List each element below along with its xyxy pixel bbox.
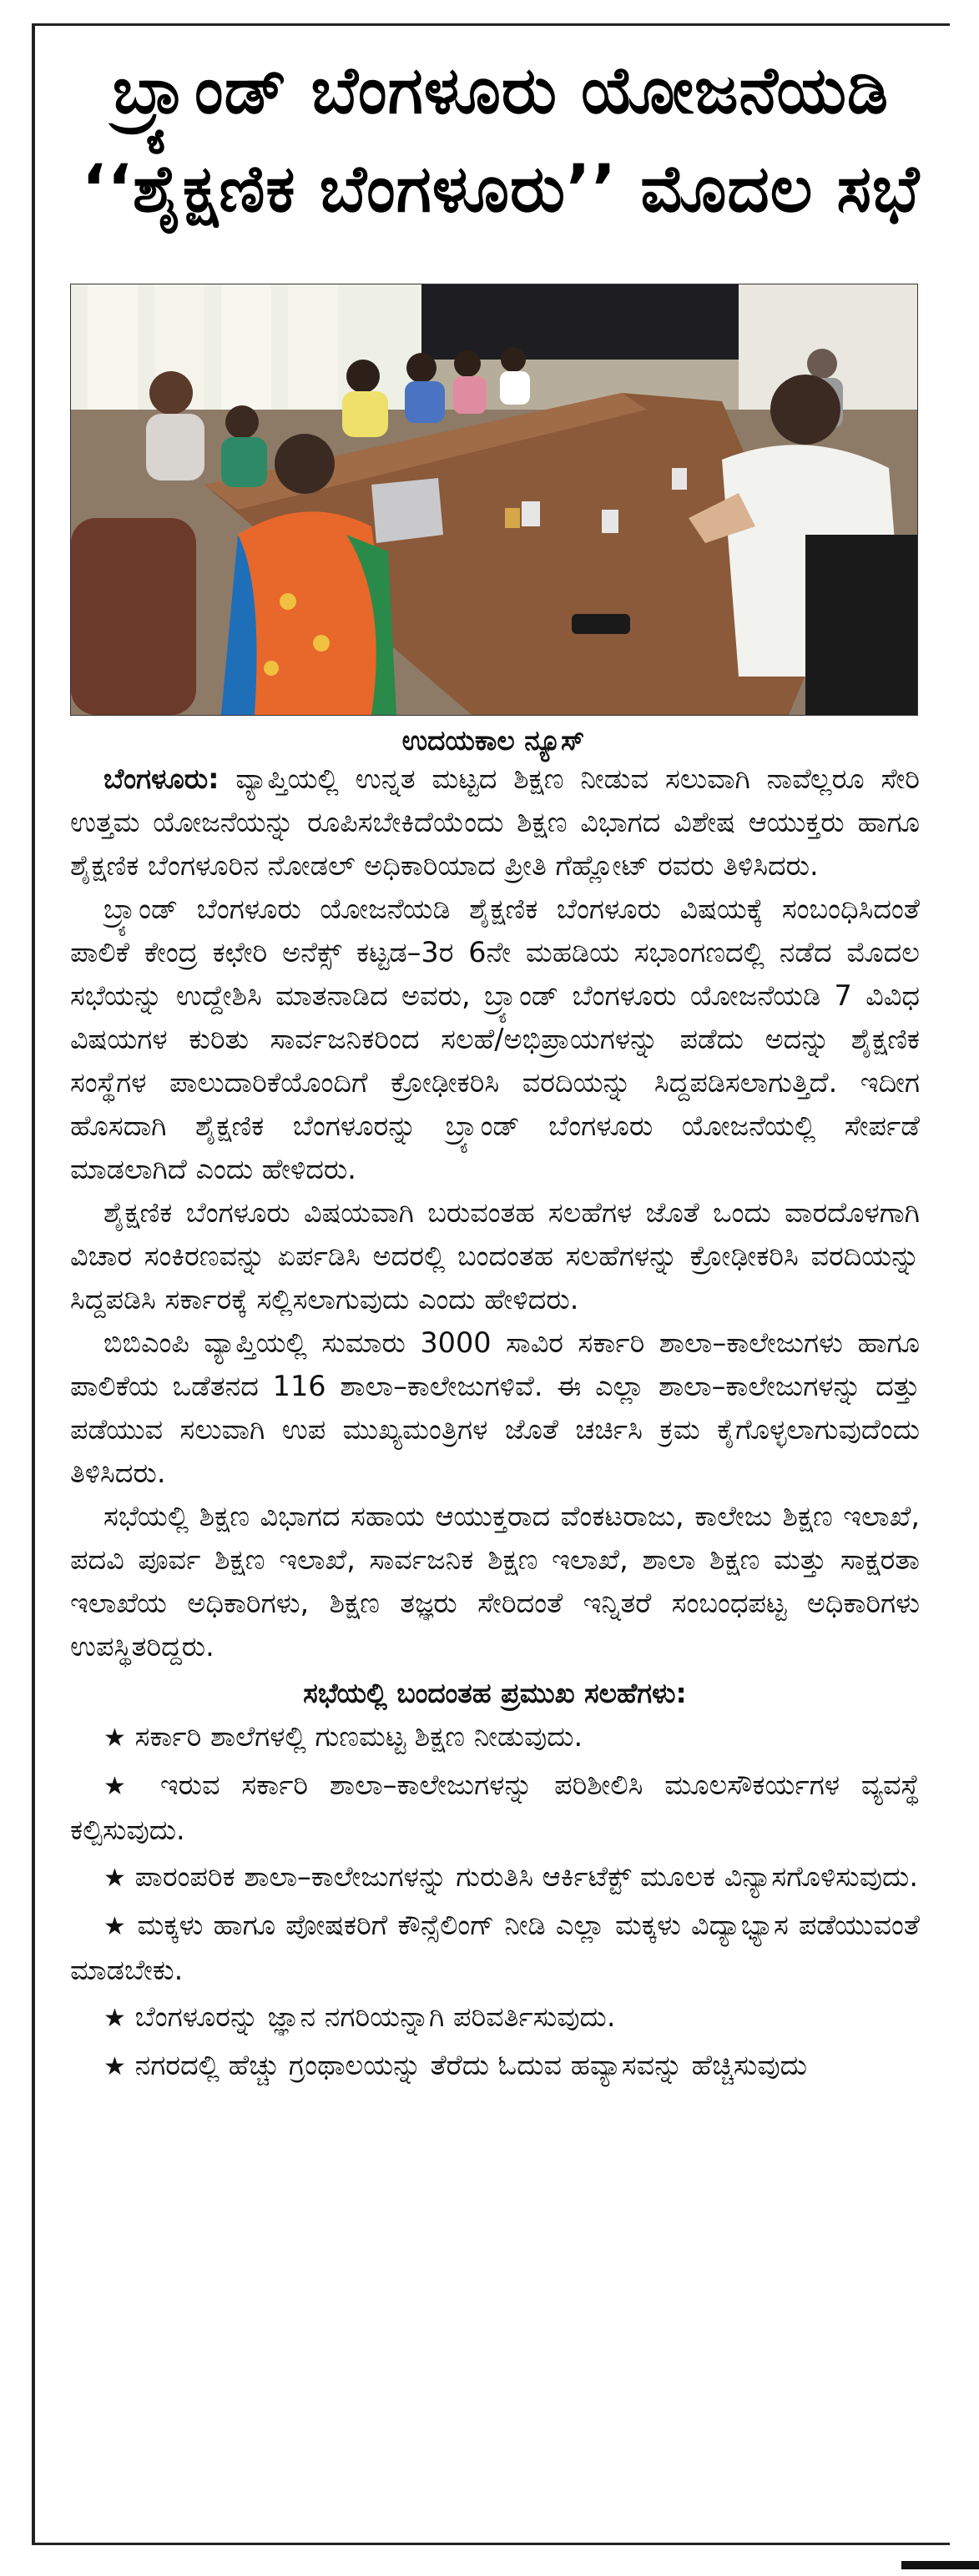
star-icon: ★ <box>103 1864 126 1893</box>
list-item: ★ ನಗರದಲ್ಲಿ ಹೆಚ್ಚು ಗ್ರಂಥಾಲಯನ್ನು ತೆರೆದು ಓದುವ ಹವ್ಯಾಸವನ್ನು ಹೆಚ್ಚಿಸುವುದು <box>103 2049 807 2081</box>
star-icon: ★ <box>103 2052 126 2081</box>
headline <box>50 42 951 239</box>
bottom-rule <box>32 2543 950 2545</box>
bottom-bar <box>901 2561 979 2569</box>
byline: ಉದಯಕಾಲ ನ್ಯೂಸ್ <box>401 724 585 757</box>
list-item: ★ ಬೆಂಗಳೂರನ್ನು ಜ್ಞಾನ ನಗರಿಯನ್ನಾಗಿ ಪರಿವರ್ತಿಸುವುದು. <box>103 2000 616 2033</box>
star-icon: ★ <box>103 2004 126 2033</box>
star-icon: ★ <box>103 1912 128 1941</box>
list-item: ★ ಮಕ್ಕಳು ಹಾಗೂ ಪೋಷಕರಿಗೆ ಕೌನ್ಸೆಲಿಂಗ್ ನೀಡಿ ಎಲ್ಲಾ ಮಕ್ಕಳು ವಿದ್ಯಾಭ್ಯಾಸ ಪಡೆಯುವಂತೆ ಮಾಡಬೇಕು. <box>70 1909 920 1986</box>
top-rule <box>32 23 950 26</box>
list-item: ★ ಇರುವ ಸರ್ಕಾರಿ ಶಾಲಾ–ಕಾಲೇಜುಗಳನ್ನು ಪರಿಶೀಲಿಸಿ ಮೂಲಸೌಕರ್ಯಗಳ ವ್ಯವಸ್ಥೆ ಕಲ್ಪಿಸುವುದು. <box>70 1768 920 1846</box>
meeting-photo <box>70 284 918 716</box>
star-icon: ★ <box>103 1772 139 1801</box>
suggestions-heading: ಸಭೆಯಲ್ಲಿ ಬಂದಂತಹ ಪ್ರಮುಖ ಸಲಹೆಗಳು: <box>303 1677 687 1709</box>
left-column-rule <box>32 25 35 2544</box>
headline-line-1: ಬ್ರ್ಯಾಂಡ್ ಬೆಂಗಳೂರು ಯೋಜನೆಯಡಿ <box>112 53 890 128</box>
paragraph-1 <box>70 757 920 888</box>
dateline: ಬೆಂಗಳೂರು: <box>103 762 220 795</box>
paragraph-1-text: ವ್ಯಾಪ್ತಿಯಲ್ಲಿ ಉನ್ನತ ಮಟ್ಟದ ಶಿಕ್ಷಣ ನೀಡುವ ಸಲುವಾಗಿ ನಾವೆಲ್ಲರೂ ಸೇರಿ ಉತ್ತಮ ಯೋಜನೆಯನ್ನು ರೂಪಿಸಬೇಕಿದೆಯೆಂದು ಶಿಕ್ಷಣ ವಿಭಾಗದ ವಿಶೇಷ ಆಯುಕ್ತರು ಹಾಗೂ ಶೈಕ್ಷಣಿಕ ಬೆಂಗಳೂರಿನ ನೋಡಲ್ ಅಧಿಕಾರಿಯಾದ ಪ್ರೀತಿ ಗೆಹ್ಲೋಟ್ ರವರು ತಿಳಿಸಿದರು. <box>70 762 920 882</box>
paragraph-2: ಬ್ರ್ಯಾಂಡ್ ಬೆಂಗಳೂರು ಯೋಜನೆಯಡಿ ಶೈಕ್ಷಣಿಕ ಬೆಂಗಳೂರು ವಿಷಯಕ್ಕೆ ಸಂಬಂಧಿಸಿದಂತೆ ಪಾಲಿಕೆ ಕೇಂದ್ರ ಕಛೇರಿ ಅನೆಕ್ಸ್ ಕಟ್ಟಡ–3ರ 6ನೇ ಮಹಡಿಯ ಸಭಾಂಗಣದಲ್ಲಿ ನಡೆದ ಮೊದಲ ಸಭೆಯನ್ನು ಉದ್ದೇಶಿಸಿ ಮಾತನಾಡಿದ ಅವರು, ಬ್ರ್ಯಾಂಡ್ ಬೆಂಗಳೂರು ಯೋಜನೆಯಡಿ 7 ವಿವಿಧ ವಿಷಯಗಳ ಕುರಿತು ಸಾರ್ವಜನಿಕರಿಂದ ಸಲಹೆ/ಅಭಿಪ್ರಾಯಗಳನ್ನು ಪಡೆದು ಅದನ್ನು ಶೈಕ್ಷಣಿಕ ಸಂಸ್ಥೆಗಳ ಪಾಲುದಾರಿಕೆಯೊಂದಿಗೆ ಕ್ರೋಢೀಕರಿಸಿ ವರದಿಯನ್ನು ಸಿದ್ದಪಡಿಸಲಾಗುತ್ತಿದೆ. ಇದೀಗ ಹೊಸದಾಗಿ ಶೈಕ್ಷಣಿಕ ಬೆಂಗಳೂರನ್ನು ಬ್ರ್ಯಾಂಡ್ ಬೆಂಗಳೂರು ಯೋಜನೆಯಲ್ಲಿ ಸೇರ್ಪಡೆ ಮಾಡಲಾಗಿದೆ ಎಂದು ಹೇಳಿದರು. <box>70 893 920 1185</box>
headline-line-2: ‘‘ಶೈಕ್ಷಣಿಕ ಬೆಂಗಳೂರು’’ ಮೊದಲ ಸಭೆ <box>81 152 921 227</box>
paragraph-4: ಬಿಬಿಎಂಪಿ ವ್ಯಾಪ್ತಿಯಲ್ಲಿ ಸುಮಾರು 3000 ಸಾವಿರ ಸರ್ಕಾರಿ ಶಾಲಾ–ಕಾಲೇಜುಗಳು ಹಾಗೂ ಪಾಲಿಕೆಯ ಒಡೆತನದ 116 ಶಾಲಾ–ಕಾಲೇಜುಗಳಿವೆ. ಈ ಎಲ್ಲಾ ಶಾಲಾ–ಕಾಲೇಜುಗಳನ್ನು ದತ್ತು ಪಡೆಯುವ ಸಲುವಾಗಿ ಉಪ ಮುಖ್ಯಮಂತ್ರಿಗಳ ಜೊತೆ ಚರ್ಚಿಸಿ ಕ್ರಮ ಕೈಗೊಳ್ಳಲಾಗುವುದೆಂದು ತಿಳಿಸಿದರು. <box>70 1326 920 1489</box>
list-item: ★ ಪಾರಂಪರಿಕ ಶಾಲಾ–ಕಾಲೇಜುಗಳನ್ನು ಗುರುತಿಸಿ ಆರ್ಕಿಟೆಕ್ಟ್ ಮೂಲಕ ವಿನ್ಯಾಸಗೊಳಿಸುವುದು. <box>103 1860 918 1893</box>
paragraph-5: ಸಭೆಯಲ್ಲಿ ಶಿಕ್ಷಣ ವಿಭಾಗದ ಸಹಾಯ ಆಯುಕ್ತರಾದ ವೆಂಕಟರಾಜು, ಕಾಲೇಜು ಶಿಕ್ಷಣ ಇಲಾಖೆ, ಪದವಿ ಪೂರ್ವ ಶಿಕ್ಷಣ ಇಲಾಖೆ, ಸಾರ್ವಜನಿಕ ಶಿಕ್ಷಣ ಇಲಾಖೆ, ಶಾಲಾ ಶಿಕ್ಷಣ ಮತ್ತು ಸಾಕ್ಷರತಾ ಇಲಾಖೆಯ ಅಧಿಕಾರಿಗಳು, ಶಿಕ್ಷಣ ತಜ್ಞರು ಸೇರಿದಂತೆ ಇನ್ನಿತರೆ ಸಂಬಂಧಪಟ್ಟ ಅಧಿಕಾರಿಗಳು ಉಪಸ್ಥಿತರಿದ್ದರು. <box>70 1500 920 1663</box>
suggestions-list <box>70 1715 920 2089</box>
star-icon: ★ <box>103 1723 126 1753</box>
article-body <box>70 757 920 2092</box>
list-item: ★ ಸರ್ಕಾರಿ ಶಾಲೆಗಳಲ್ಲಿ ಗುಣಮಟ್ಟ ಶಿಕ್ಷಣ ನೀಡುವುದು. <box>103 1720 583 1753</box>
paragraph-3: ಶೈಕ್ಷಣಿಕ ಬೆಂಗಳೂರು ವಿಷಯವಾಗಿ ಬರುವಂತಹ ಸಲಹೆಗಳ ಜೊತೆ ಒಂದು ವಾರದೊಳಗಾಗಿ ವಿಚಾರ ಸಂಕಿರಣವನ್ನು ಏರ್ಪಡಿಸಿ ಅದರಲ್ಲಿ ಬಂದಂತಹ ಸಲಹೆಗಳನ್ನು ಕ್ರೋಢೀಕರಿಸಿ ವರದಿಯನ್ನು ಸಿದ್ದಪಡಿಸಿ ಸರ್ಕಾರಕ್ಕೆ ಸಲ್ಲಿಸಲಾಗುವುದು ಎಂದು ಹೇಳಿದರು. <box>70 1196 920 1316</box>
